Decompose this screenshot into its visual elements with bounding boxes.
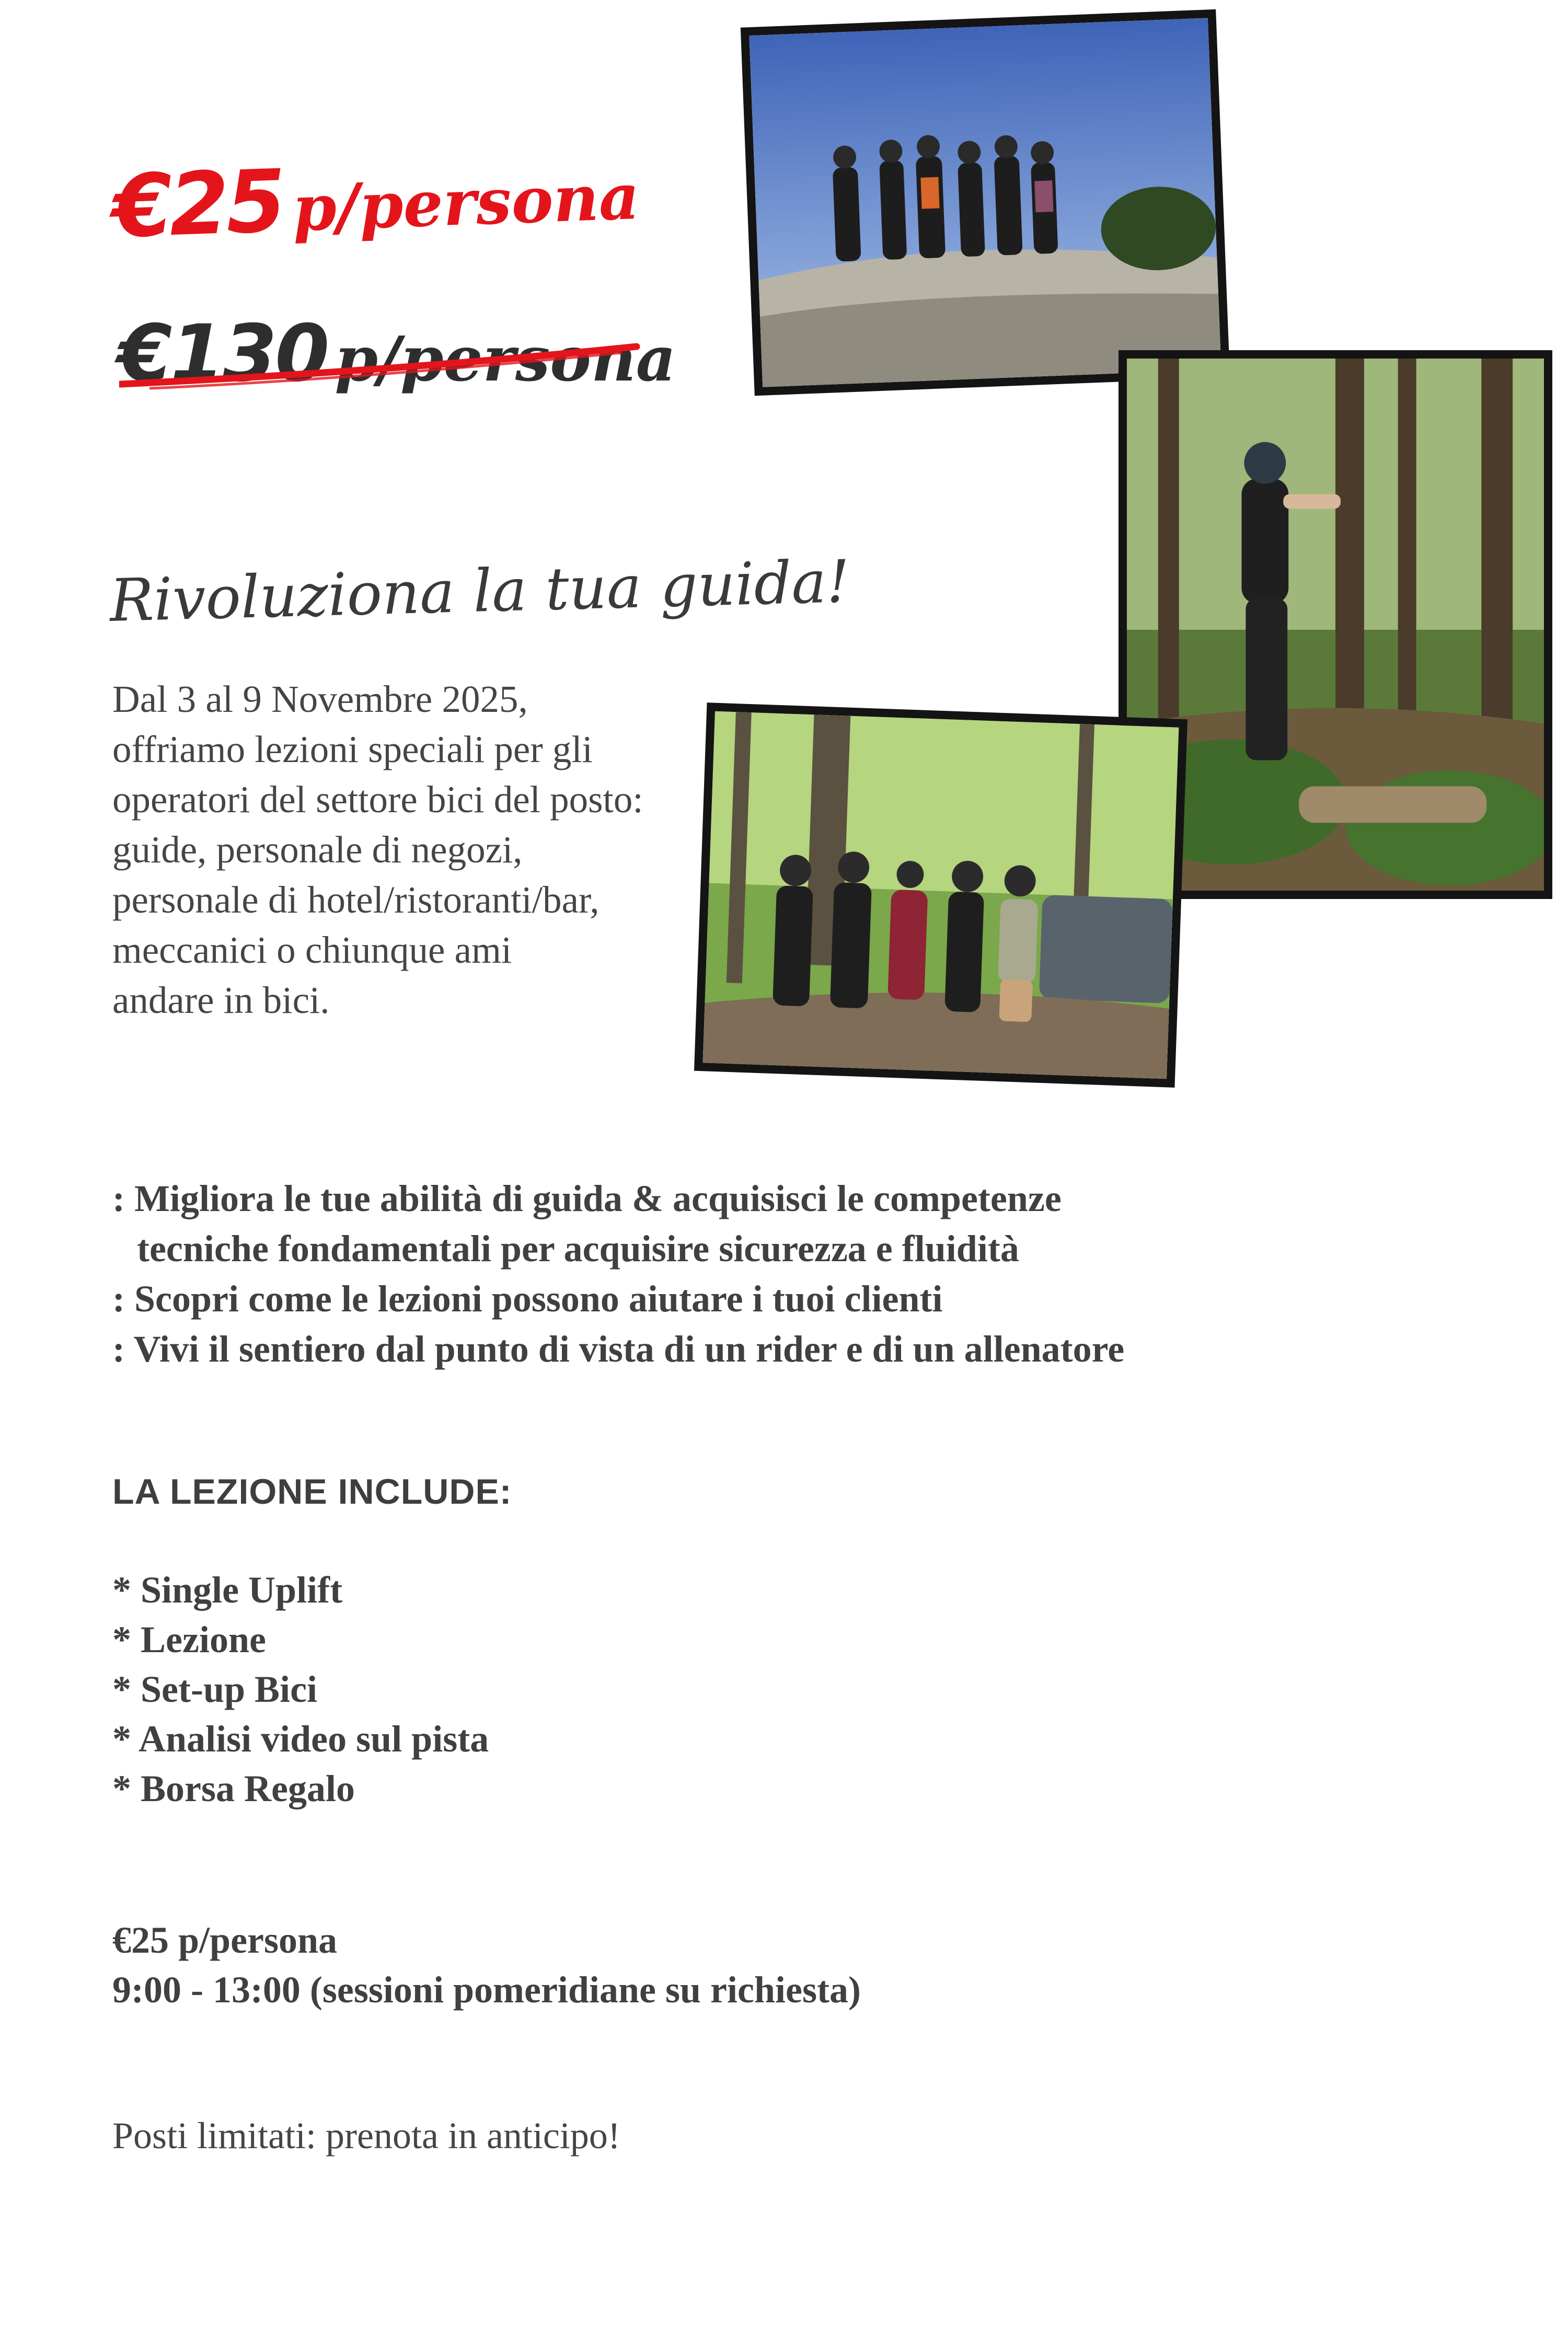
benefits-list xyxy=(112,1173,1124,1374)
intro-line: Dal 3 al 9 Novembre 2025, xyxy=(112,678,528,720)
promo-price-unit: p/persona xyxy=(291,159,641,246)
intro-line: offriamo lezioni speciali per gli xyxy=(112,728,593,770)
includes-list xyxy=(112,1565,489,1814)
includes-heading: LA LEZIONE INCLUDE: xyxy=(112,1472,512,1512)
benefit-text: : Migliora le tue abilità di guida & acquisisci le competenze xyxy=(112,1178,1062,1219)
price-schedule xyxy=(112,1916,861,2015)
benefit-text: : Scopri come le lezioni possono aiutare i tuoi clienti xyxy=(112,1278,943,1320)
regular-price-unit: p/persona xyxy=(335,322,676,395)
headline: Rivoluziona la tua guida! xyxy=(109,547,851,635)
price-info: €25 p/persona xyxy=(112,1919,338,1961)
benefit-item xyxy=(112,1324,1124,1374)
intro-line: operatori del settore bici del posto: xyxy=(112,778,643,821)
photo-group-in-woods xyxy=(694,702,1187,1088)
price-strikethrough xyxy=(119,306,642,410)
intro-paragraph xyxy=(112,674,719,1025)
include-item: * Set-up Bici xyxy=(112,1668,318,1710)
include-item: * Single Uplift xyxy=(112,1569,343,1611)
include-item: * Lezione xyxy=(112,1619,266,1661)
coach-in-forest-image xyxy=(1127,359,1544,891)
benefit-item xyxy=(112,1173,1124,1274)
include-item: * Analisi video sul pista xyxy=(112,1718,489,1760)
benefit-text-continued: tecniche fondamentali per acquisire sicurezza e fluidità xyxy=(137,1228,1019,1270)
intro-line: personale di hotel/ristoranti/bar, xyxy=(112,879,599,921)
benefit-text: : Vivi il sentiero dal punto di vista di un rider e di un allenatore xyxy=(112,1328,1125,1370)
intro-line: meccanici o chiunque ami xyxy=(112,929,512,971)
include-item: * Borsa Regalo xyxy=(112,1768,355,1809)
promo-price-amount: €25 xyxy=(110,151,285,257)
promo-price xyxy=(111,139,641,257)
intro-line: guide, personale di negozi, xyxy=(112,828,523,871)
regular-price-amount: €130 xyxy=(118,308,328,399)
booking-note: Posti limitati: prenota in anticipo! xyxy=(112,2115,620,2157)
photo-group-on-rock xyxy=(741,9,1230,396)
group-in-woods-image xyxy=(703,711,1179,1079)
benefit-item xyxy=(112,1274,1124,1324)
schedule: 9:00 - 13:00 (sessioni pomeridiane su richiesta) xyxy=(112,1969,861,2011)
group-on-rock-image xyxy=(749,18,1221,387)
intro-line: andare in bici. xyxy=(112,979,330,1021)
